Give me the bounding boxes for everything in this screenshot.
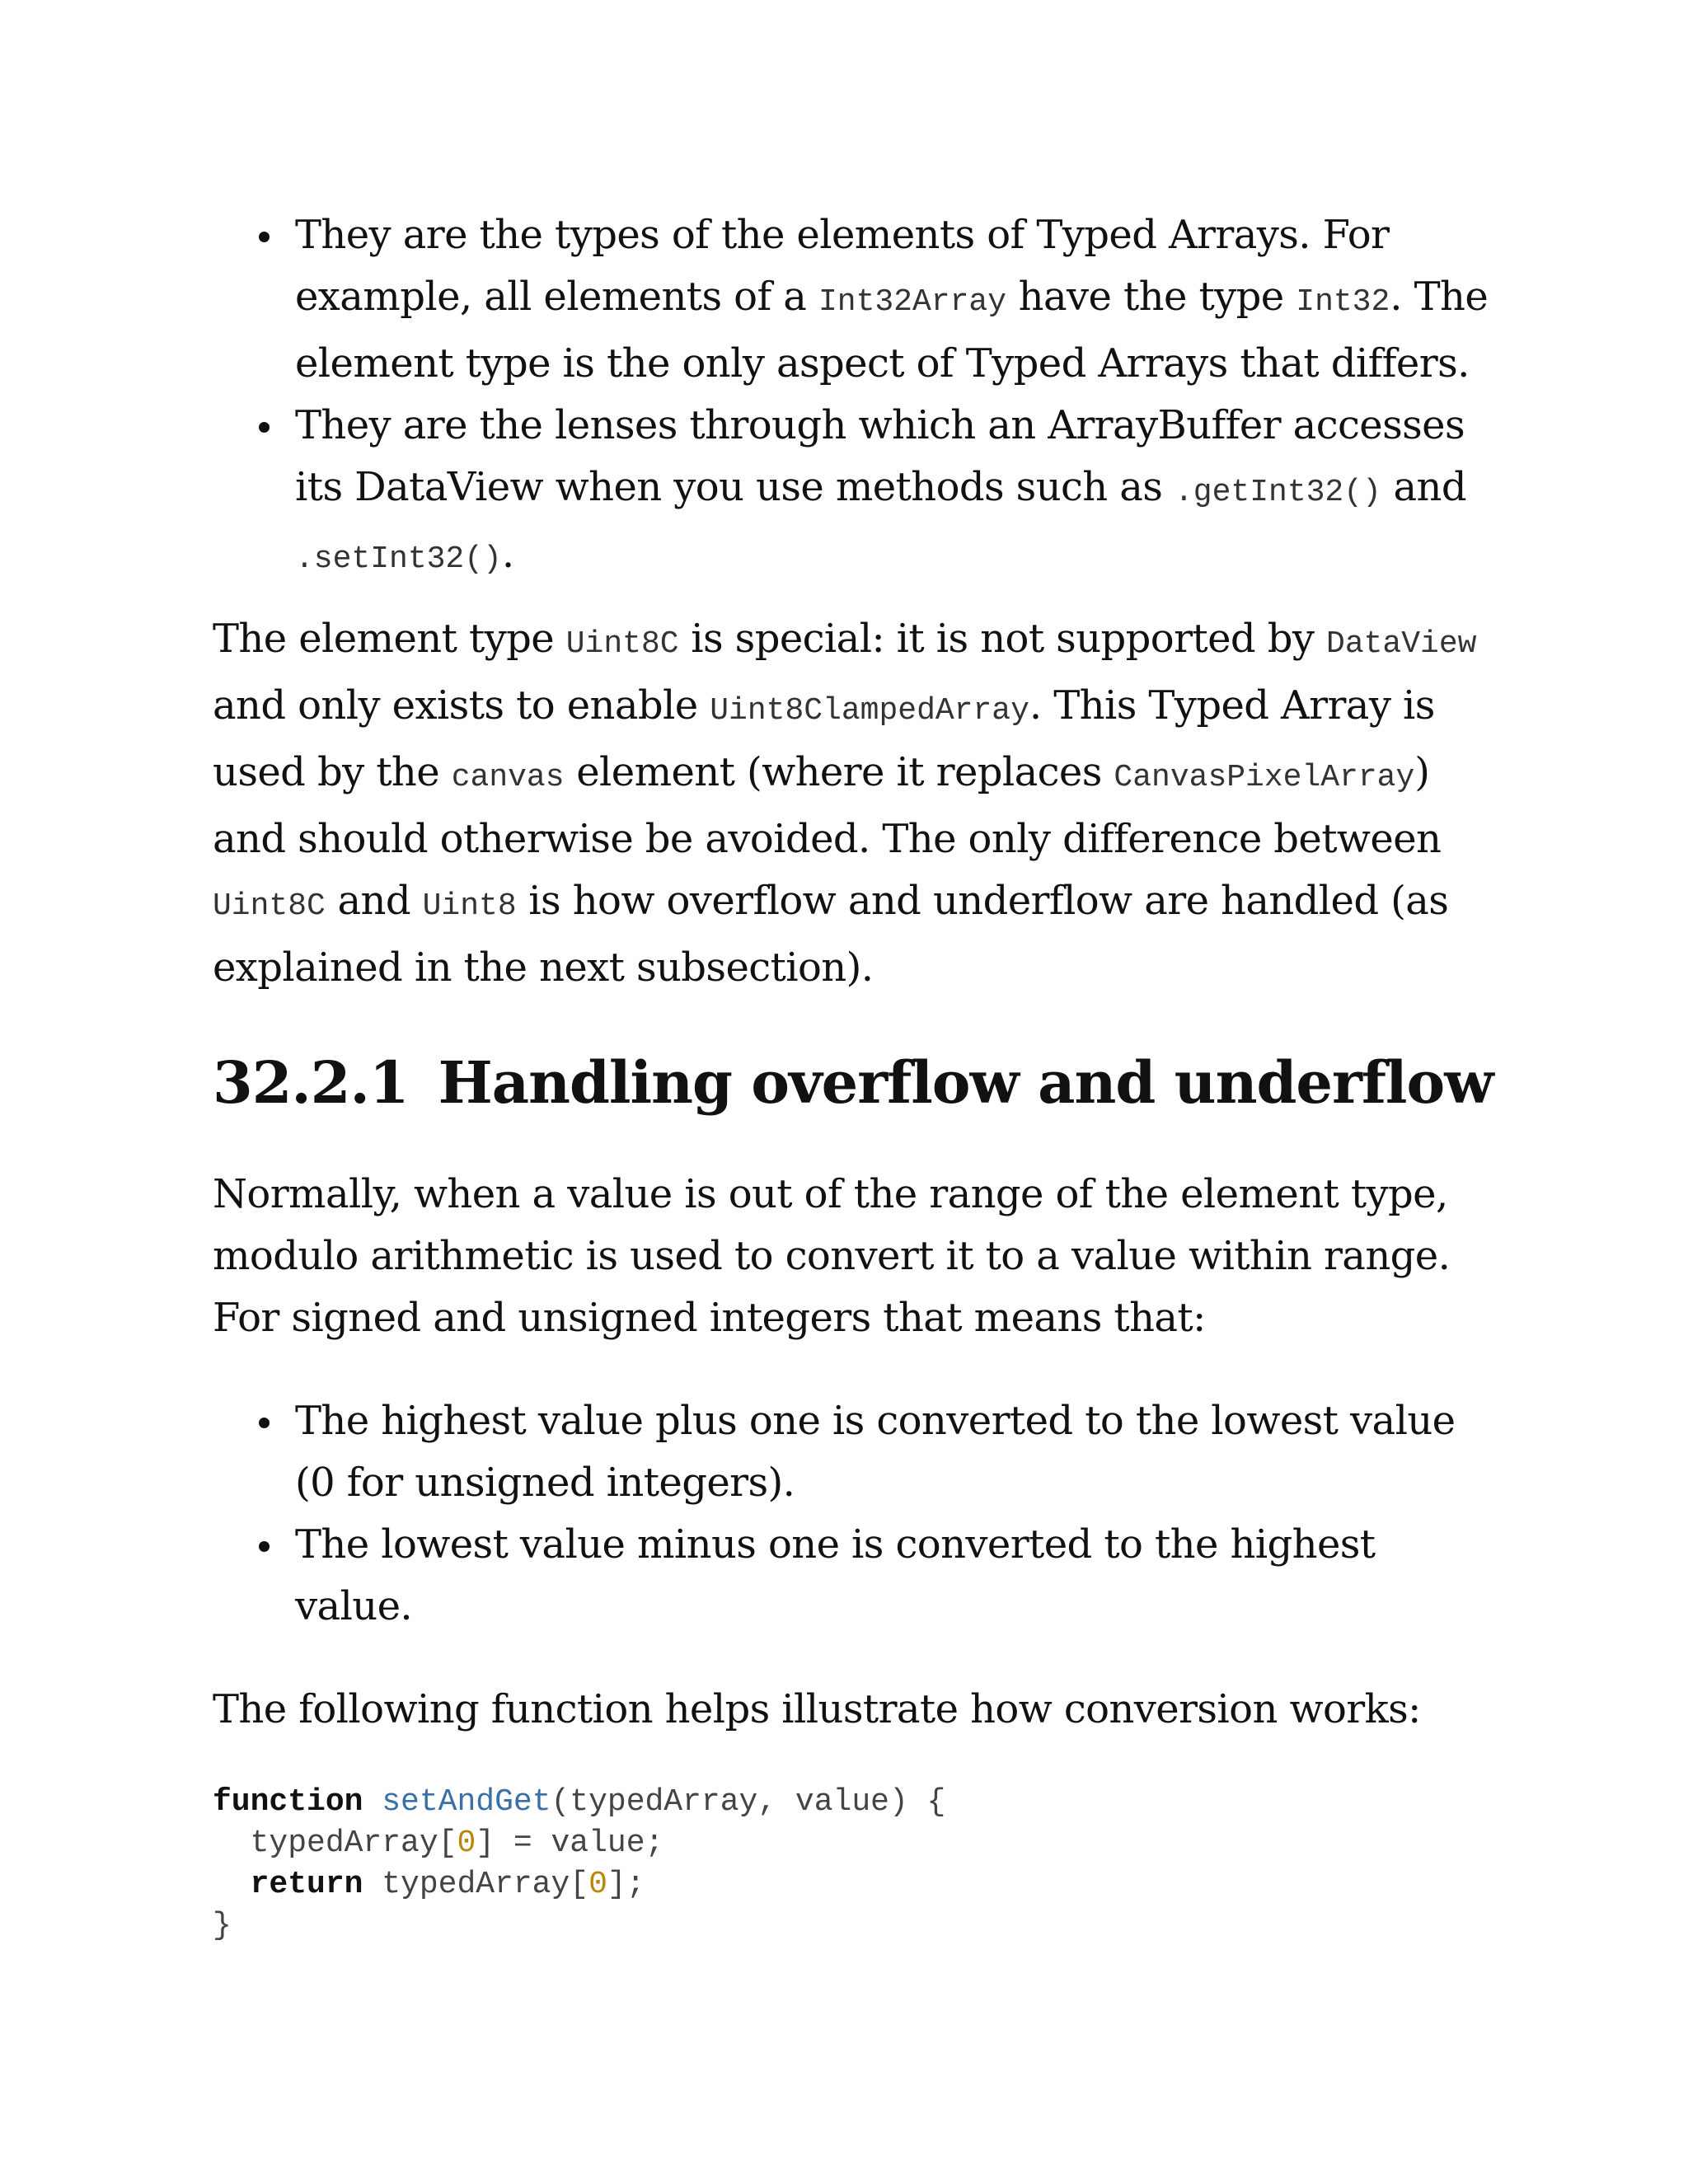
inline-code: Uint8C — [565, 626, 679, 662]
function-intro-paragraph: The following function helps illustrate how conversion works: — [213, 1686, 1421, 1732]
paragraph-text: The element type — [213, 616, 566, 662]
paragraph-text: element (where it replaces — [564, 749, 1114, 795]
inline-code: Int32Array — [818, 284, 1007, 320]
list-item — [295, 395, 1498, 590]
inline-code: Uint8 — [422, 888, 517, 924]
code-text: (typedArray, value) { — [551, 1784, 946, 1820]
element-type-bullet-list — [213, 204, 1498, 590]
inline-code: Uint8ClampedArray — [710, 693, 1029, 729]
paragraph-text: and — [325, 878, 423, 924]
inline-code: Int32 — [1296, 284, 1390, 320]
inline-code: .getInt32() — [1175, 475, 1381, 510]
list-item — [295, 204, 1498, 395]
code-number: 0 — [588, 1867, 607, 1902]
code-keyword: return — [250, 1867, 363, 1902]
overflow-paragraph: Normally, when a value is out of the range of the element type, modulo arithmetic is used to convert it to a value within range. For signed and unsigned integers that means that: — [213, 1171, 1451, 1341]
paragraph-text: . This Typed Array is used by the — [213, 682, 1435, 795]
paragraph-text: and only exists to enable — [213, 682, 710, 729]
bullet-text: have the type — [1006, 274, 1296, 320]
list-item: The highest value plus one is converted to the lowest value (0 for unsigned integers). — [295, 1390, 1498, 1514]
code-text: ]; — [607, 1867, 645, 1902]
section-title: Handling overflow and underflow — [438, 1048, 1493, 1117]
section-number: 32.2.1 — [213, 1048, 409, 1117]
uint8c-paragraph — [213, 608, 1498, 999]
bullet-text: . The element type is the only aspect of Typed Arrays that differs. — [295, 274, 1489, 387]
paragraph-text: is how overflow and underflow are handled (as explained in the next subsection). — [213, 878, 1449, 991]
paragraph-text: is special: it is not supported by — [678, 616, 1327, 662]
section-heading — [213, 1042, 1498, 1124]
inline-code: canvas — [451, 760, 565, 795]
code-text: } — [213, 1908, 232, 1943]
bullet-text: . — [501, 531, 514, 577]
code-number: 0 — [457, 1825, 476, 1861]
code-keyword: function — [213, 1784, 363, 1820]
code-text: typedArray[ — [213, 1825, 457, 1861]
inline-code: CanvasPixelArray — [1114, 760, 1415, 795]
code-text: typedArray[ — [363, 1867, 589, 1902]
conversion-bullet-list — [213, 1390, 1498, 1638]
bullet-text: They are the types of the elements of Typed Arrays. For example, all elements of a — [295, 212, 1390, 320]
document-page — [213, 204, 1498, 1947]
inline-code: Uint8C — [213, 888, 326, 924]
paragraph-text: ) and should otherwise be avoided. The only difference between — [213, 749, 1442, 862]
code-text: ] = value; — [476, 1825, 664, 1861]
inline-code: DataView — [1326, 626, 1477, 662]
list-item: The lowest value minus one is converted to the highest value. — [295, 1514, 1498, 1638]
inline-code: .setInt32() — [295, 541, 502, 577]
bullet-text: and — [1381, 464, 1466, 510]
code-block — [213, 1782, 1498, 1947]
code-function-name: setAndGet — [382, 1784, 551, 1820]
bullet-text: They are the lenses through which an ArrayBuffer accesses its DataView when you use methods such as — [295, 402, 1465, 510]
